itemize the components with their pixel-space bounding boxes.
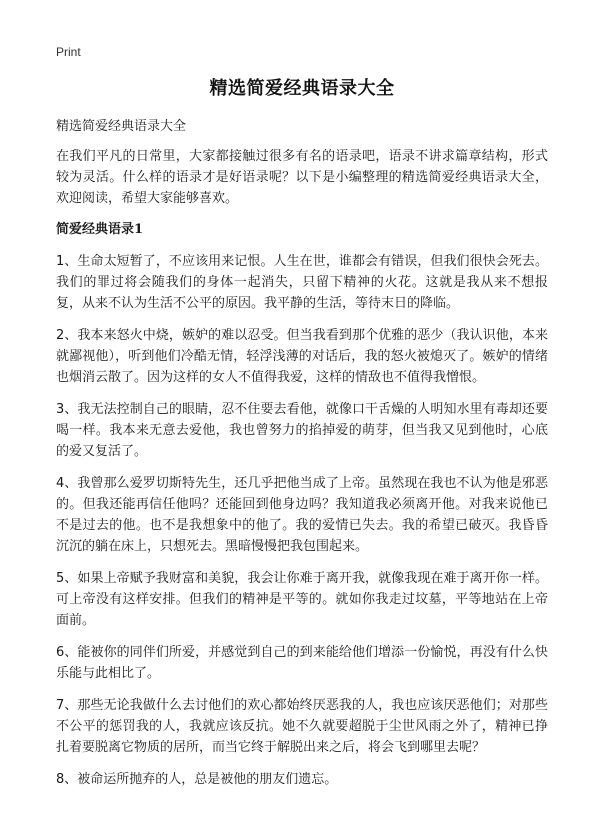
quote-paragraph-7: 7、那些无论我做什么去讨他们的欢心都始终厌恶我的人，我也应该厌恶他们；对那些不公平的惩罚我的人，我就应该反抗。她不久就要超脱于尘世风雨之外了，精神已挣扎着要脱离它物质的居所，而当它终于解脱出来之后，将会飞到哪里去呢？ bbox=[56, 698, 548, 755]
quote-paragraph-5: 5、如果上帝赋予我财富和美貌，我会让你难于离开我，就像我现在难于离开你一样。可上帝没有这样安排。但我们的精神是平等的。就如你我走过坟墓，平等地站在上帝面前。 bbox=[56, 571, 548, 628]
quote-paragraph-3: 3、我无法控制自己的眼睛，忍不住要去看他，就像口干舌燥的人明知水里有毒却还要喝一样。我本来无意去爱他，我也曾努力的掐掉爱的萌芽，但当我又见到他时，心底的爱又复活了。 bbox=[56, 402, 548, 459]
print-link[interactable]: Print bbox=[56, 45, 81, 59]
article-subtitle: 精选简爱经典语录大全 bbox=[56, 119, 187, 134]
quote-paragraph-6: 6、能被你的同伴们所爱，并感觉到自己的到来能给他们增添一份愉悦，再没有什么快乐能与此相比了。 bbox=[56, 645, 548, 681]
quote-paragraph-2: 2、我本来怒火中烧，嫉妒的难以忍受。但当我看到那个优雅的恶少（我认识他，本来就鄙视他），听到他们冷酷无情，轻浮浅薄的对话后，我的怒火被熄灭了。嫉妒的情绪也烟消云散了。因为这样的女人不值得我爱，这样的情敌也不值得我憎恨。 bbox=[56, 328, 548, 385]
quote-paragraph-4: 4、我曾那么爱罗切斯特先生，还几乎把他当成了上帝。虽然现在我也不认为他是邪恶的。但我还能再信任他吗？还能回到他身边吗？我知道我必须离开他。对我来说他已不是过去的他。也不是我想象中的他了。我的爱情已失去。我的希望已破灭。我昏昏沉沉的躺在床上，只想死去。黑暗慢慢把我包围起来。 bbox=[56, 476, 548, 554]
page-title: 精选简爱经典语录大全 bbox=[209, 78, 395, 99]
intro-paragraph: 在我们平凡的日常里，大家都接触过很多有名的语录吧，语录不讲求篇章结构，形式较为灵活。什么样的语录才是好语录呢？以下是小编整理的精选简爱经典语录大全，欢迎阅读，希望大家能够喜欢。 bbox=[56, 149, 548, 206]
quote-paragraph-1: 1、生命太短暂了，不应该用来记恨。人生在世，谁都会有错误，但我们很快会死去。我们的罪过将会随我们的身体一起消失，只留下精神的火花。这就是我从来不想报复，从来不认为生活不公平的原因。我平静的生活，等待末日的降临。 bbox=[56, 254, 548, 311]
section-heading: 简爱经典语录1 bbox=[56, 222, 144, 237]
quote-paragraph-8: 8、被命运所抛弃的人，总是被他的朋友们遗忘。 bbox=[56, 772, 338, 787]
